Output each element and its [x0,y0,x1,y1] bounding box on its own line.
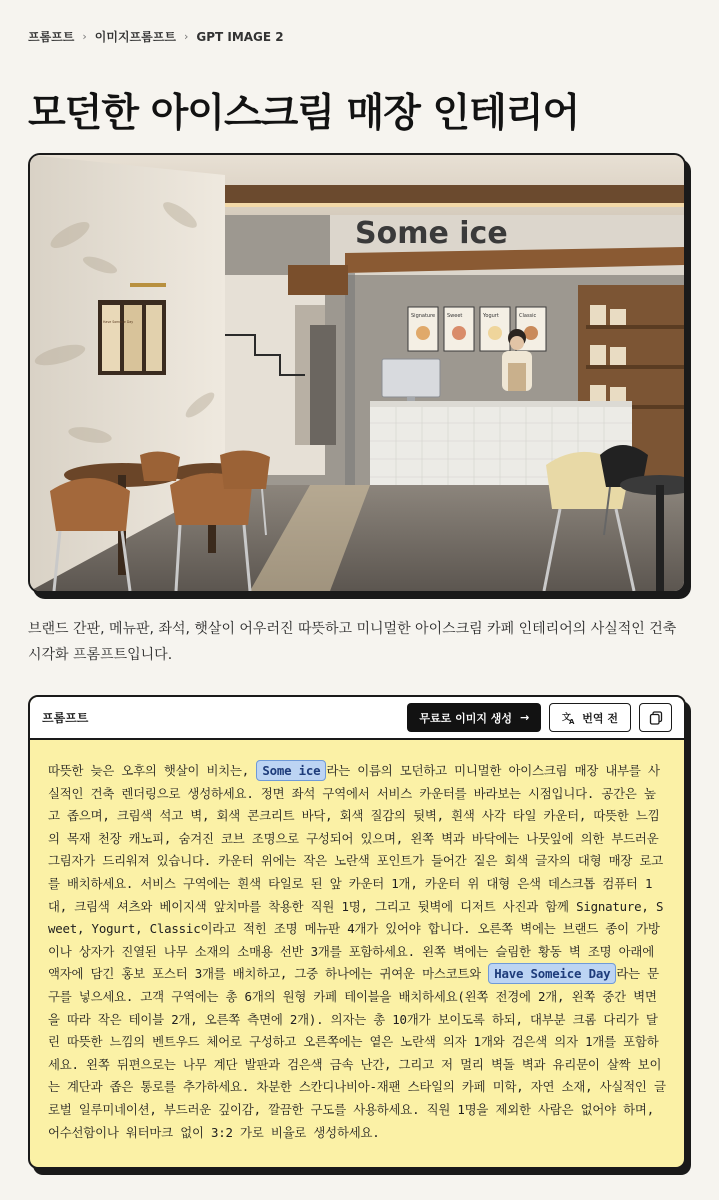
page-title: 모던한 아이스크림 매장 인테리어 [28,91,580,136]
prompt-description: 브랜드 간판, 메뉴판, 좌석, 햇살이 어우러진 따뜻하고 미니멀한 아이스크림 카페 인테리어의 사실적인 건축 시각화 프롬프트입니다. [28,621,677,663]
menu-board-yogurt: Yogurt [483,313,499,319]
breadcrumb-item-image-prompts[interactable]: 이미지프롬프트 [94,30,176,44]
prompt-text-part: 라는 문구를 넣으세요. 고객 구역에는 총 6개의 원형 카페 테이블을 배치하세요(왼쪽 전경에 2개, 왼쪽 중간 벽면을 따라 작은 테이블 2개, 오른쪽 측면에 2개). 의자는 총 10개가 보이도록 하되, 대부분 크롬 다리가 달린 따뜻한 느낌의 벤트우드 체어로 구성하고 오른쪽에는 옅은 노란색 의자 1개와 검은색 의자 1개를 포함하세요. 왼쪽 뒤편으로는 나무 계단 발판과 검은색 금속 난간, 그리고 저 멀리 벽돌 벽과 유리문이 살짝 보이는 계단과 좁은 통로를 추가하세요. 차분한 스칸디나비아-재팬 스타일의 카페 미학, 자연 소재, 사실적인 글로벌 일루미네이션, 부드러운 깊이감, 깔끔한 구도를 사용하세요. 직원 1명을 제외한 사람은 없어야 하며, 어수선함이나 워터마크 없이 3:2 가로 비율로 생성하세요. [48,966,666,1140]
prompt-text-part: 라는 이름의 모던하고 미니멀한 아이스크림 매장 내부를 사실적인 건축 렌더링으로 생성하세요. 정면 좌석 구역에서 서비스 카운터를 바라보는 시점입니다. 공간은 높고 좁으며, 크림색 석고 벽, 회색 콘크리트 바닥, 회색 질감의 뒷벽, 흰색 사각 타일 카운터, 따뜻한 느낌의 목재 천장 캐노피, 숨겨진 코브 조명으로 구성되어 있으며, 왼쪽 벽과 바닥에는 나뭇잎에 의한 부드러운 그림자가 드리워져 있습니다. 카운터 위에는 작은 노란색 포인트가 들어간 짙은 회색 글자의 대형 매장 로고를 배치하세요. 서비스 구역에는 흰색 타일로 된 앞 카운터 1개, 카운터 위 대형 은색 데스크톱 컴퓨터 1대, 크림색 셔츠와 베이지색 앞치마를 착용한 직원 1명, 그리고 뒷벽에 디저트 사진과 함께 Signature, Sweet, Yogurt, Classic이라고 적힌 조명 메뉴판 4개가 있어야 합니다. 오른쪽 벽에는 브랜드 종이 가방이나 상자가 진열된 나무 소재의 소매용 선반 3개를 포함하세요. 왼쪽 벽에는 슬림한 황동 벽 조명 아래에 액자에 담긴 홍보 포스터 3개를 배치하고, 그중 하나에는 귀여운 마스코트와 [48,763,664,982]
prompt-panel-header [30,697,684,740]
translate-icon [562,711,576,725]
prompt-text [30,740,684,1144]
generate-image-label: 무료로 이미지 생성 [419,711,513,725]
svg-text:文: 文 [562,712,572,723]
menu-board-signature: Signature [411,313,436,319]
copy-button[interactable] [639,703,672,732]
variable-chip-slogan[interactable]: Have Someice Day [488,963,616,984]
translate-label: 번역 전 [582,711,618,725]
prompt-panel-label: 프롬프트 [42,711,89,725]
breadcrumb-item-current: GPT IMAGE 2 [196,29,284,44]
promo-poster-text: Have Someice Day [103,320,134,324]
copy-icon [649,711,663,725]
breadcrumb [28,28,284,45]
store-logo: Some ice [355,216,508,251]
svg-text:A: A [569,717,575,725]
hero-image [28,153,686,593]
variable-chip-brand[interactable]: Some ice [256,760,326,781]
chevron-right-icon: › [183,30,189,43]
breadcrumb-item-prompts[interactable]: 프롬프트 [28,30,75,44]
menu-board-classic: Classic [519,313,537,319]
prompt-panel [28,695,686,1169]
arrow-right-icon: → [520,711,530,724]
prompt-actions [407,703,672,732]
generate-image-button[interactable] [407,703,541,732]
chevron-right-icon: › [82,30,87,43]
ice-cream-shop-render [30,155,684,591]
translate-button[interactable] [549,703,631,732]
menu-board-sweet: Sweet [447,313,463,319]
prompt-text-part: 따뜻한 늦은 오후의 햇살이 비치는, [48,763,257,778]
